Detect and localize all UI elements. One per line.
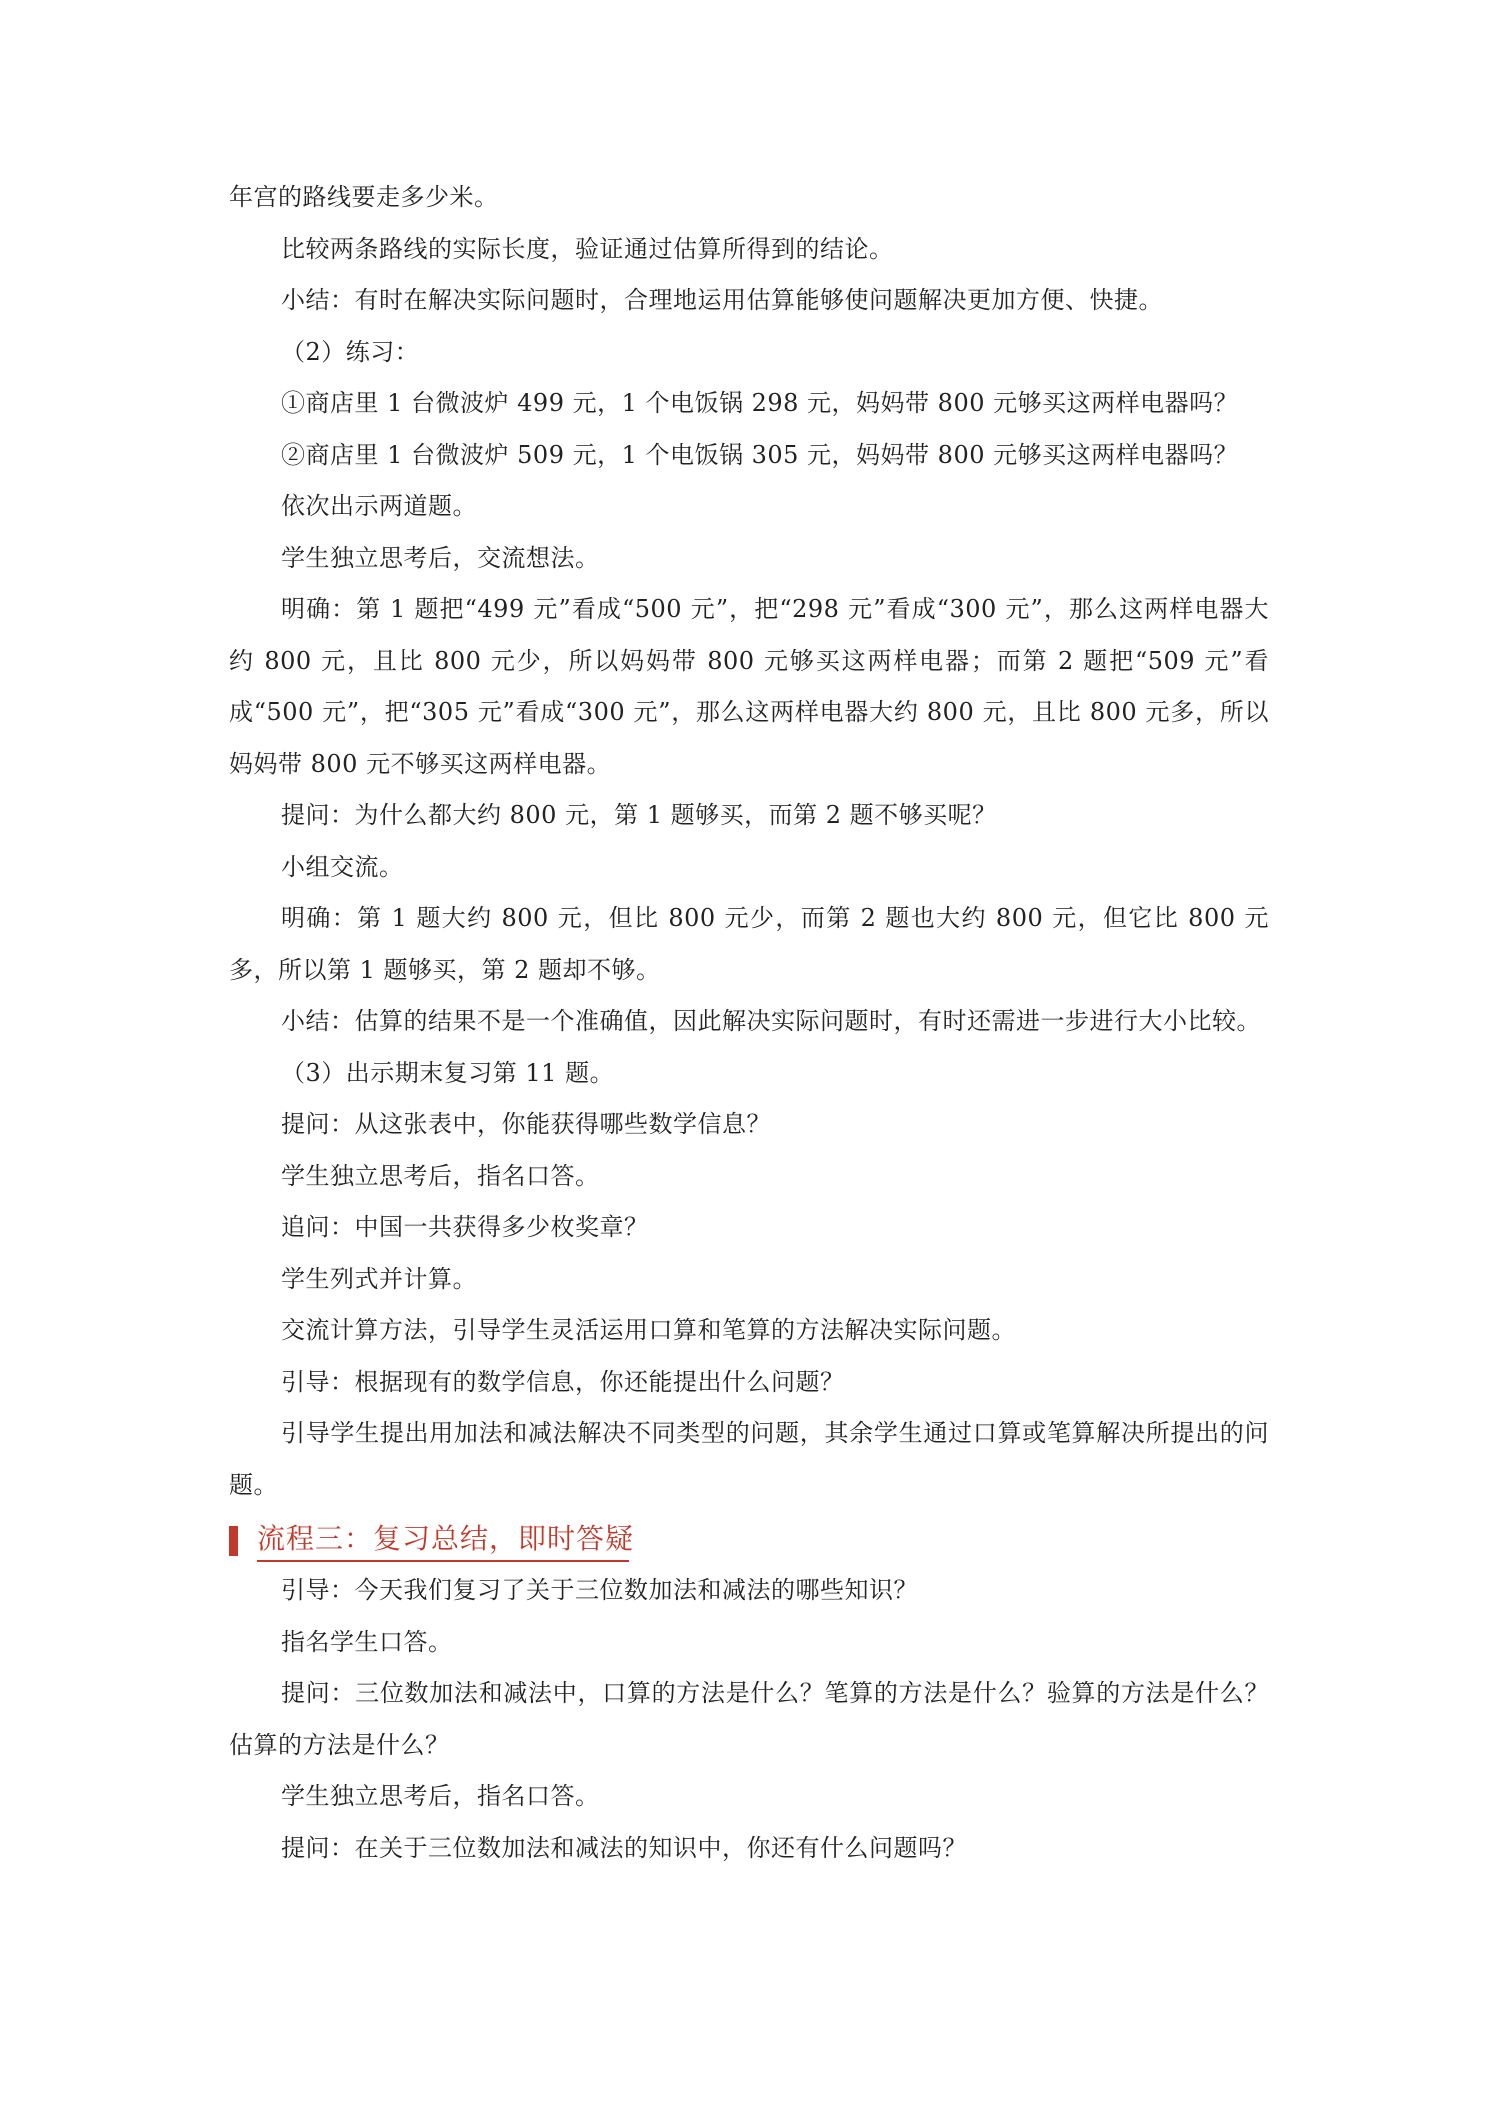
paragraph: （3）出示期末复习第 11 题。: [281, 1058, 615, 1087]
paragraph: ②商店里 1 台微波炉 509 元，1 个电饭锅 305 元，妈妈带 800 元够买这两样电器吗？: [281, 440, 1239, 469]
heading-underline: [257, 1560, 629, 1562]
paragraph: 提问：在关于三位数加法和减法的知识中，你还有什么问题吗？: [281, 1833, 967, 1862]
paragraph: 年宫的路线要走多少米。: [229, 183, 499, 211]
heading-marker-bar: [229, 1526, 238, 1556]
paragraph: 提问：为什么都大约 800 元，第 1 题够买，而第 2 题不够买呢？: [281, 801, 997, 829]
paragraph: 学生独立思考后，指名口答。: [281, 1161, 600, 1190]
paragraph: 小组交流。: [281, 852, 404, 881]
paragraph: 引导：根据现有的数学信息，你还能提出什么问题？: [281, 1367, 845, 1396]
paragraph: 指名学生口答。: [281, 1627, 453, 1656]
paragraph: 小结：有时在解决实际问题时，合理地运用估算能够使问题解决更加方便、快捷。: [281, 286, 1163, 314]
paragraph: 学生独立思考后，交流想法。: [281, 543, 600, 572]
paragraph: 提问：从这张表中，你能获得哪些数学信息？: [281, 1110, 771, 1138]
paragraph: 提问：三位数加法和减法中，口算的方法是什么？笔算的方法是什么？验算的方法是什么？估算的方法是什么？: [229, 1679, 1269, 1759]
paragraph: ①商店里 1 台微波炉 499 元，1 个电饭锅 298 元，妈妈带 800 元够买这两样电器吗？: [281, 389, 1239, 417]
paragraph: 学生独立思考后，指名口答。: [281, 1782, 600, 1810]
paragraph-group-review-practice: [229, 172, 1269, 1511]
paragraph: 比较两条路线的实际长度，验证通过估算所得到的结论。: [281, 234, 894, 263]
paragraph-group-summary: [229, 1565, 1269, 1874]
section-heading-text: 流程三：复习总结，即时答疑: [257, 1522, 635, 1555]
paragraph: 引导学生提出用加法和减法解决不同类型的问题，其余学生通过口算或笔算解决所提出的问题。: [229, 1419, 1269, 1499]
paragraph: 明确：第 1 题大约 800 元，但比 800 元少，而第 2 题也大约 800 元，但它比 800 元多，所以第 1 题够买，第 2 题却不够。: [229, 904, 1269, 984]
section-heading: [229, 1513, 1269, 1565]
paragraph: 依次出示两道题。: [281, 492, 477, 520]
paragraph: 引导：今天我们复习了关于三位数加法和减法的哪些知识？: [281, 1576, 918, 1604]
paragraph: 小结：估算的结果不是一个准确值，因此解决实际问题时，有时还需进一步进行大小比较。: [281, 1007, 1261, 1035]
paragraph: 明确：第 1 题把“499 元”看成“500 元”，把“298 元”看成“300 元”，那么这两样电器大约 800 元，且比 800 元少，所以妈妈带 800 元够买这两样电器；而第 2 题把“509 元”看成“500 元”，把“305 元”看成“300 元”，那么这两样电器大约 800 元，且比 800 元多，所以妈妈带 800 元不够买这两样电器。: [229, 595, 1269, 778]
paragraph: 学生列式并计算。: [281, 1264, 477, 1293]
paragraph: 追问：中国一共获得多少枚奖章？: [281, 1213, 649, 1241]
document-body: [229, 172, 1269, 1874]
paragraph: 交流计算方法，引导学生灵活运用口算和笔算的方法解决实际问题。: [281, 1316, 1016, 1344]
paragraph: （2）练习：: [281, 337, 420, 366]
